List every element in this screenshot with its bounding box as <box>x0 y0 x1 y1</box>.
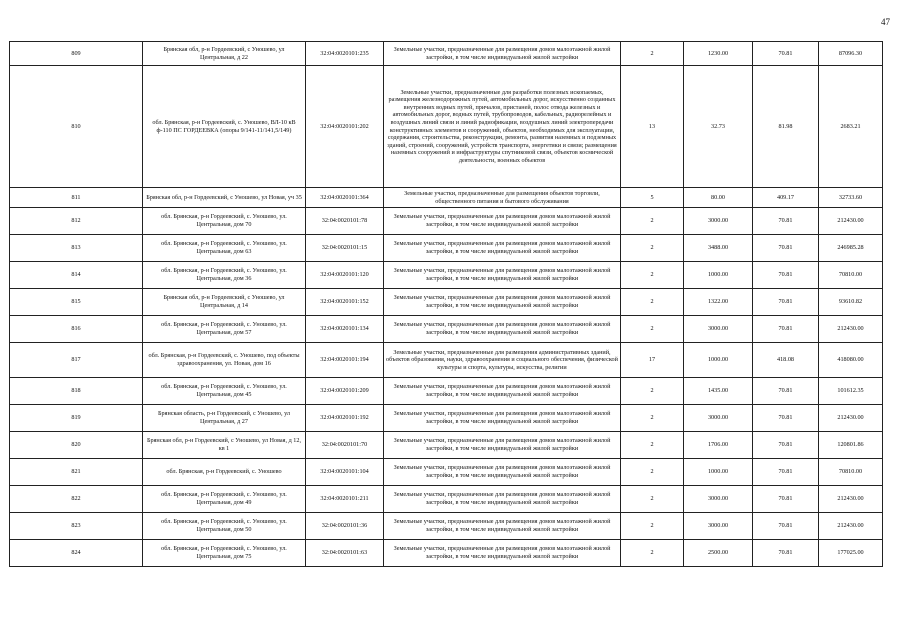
row-number-cell: 819 <box>10 405 143 432</box>
specific-value-cell: 81.98 <box>753 66 819 188</box>
table-row <box>10 42 883 66</box>
area-cell: 2500.00 <box>684 540 753 567</box>
specific-value-cell: 70.81 <box>753 289 819 316</box>
specific-value-cell: 70.81 <box>753 486 819 513</box>
cadastral-number-cell: 32:04:0020101:192 <box>306 405 384 432</box>
row-number-cell: 821 <box>10 459 143 486</box>
land-use-purpose-cell: Земельные участки, предназначенные для размещения домов малоэтажной жилой застройки, в том числе индивидуальной жилой застройки <box>384 486 621 513</box>
table-row <box>10 316 883 343</box>
table-row <box>10 188 883 208</box>
row-number-cell: 812 <box>10 208 143 235</box>
area-cell: 1000.00 <box>684 459 753 486</box>
page-number: 47 <box>881 17 890 27</box>
group-number-cell: 2 <box>621 540 684 567</box>
cadastral-number-cell: 32:04:0020101:63 <box>306 540 384 567</box>
specific-value-cell: 70.81 <box>753 262 819 289</box>
table-row <box>10 513 883 540</box>
cadastral-number-cell: 32:04:0020101:194 <box>306 343 384 378</box>
land-use-purpose-cell: Земельные участки, предназначенные для размещения домов малоэтажной жилой застройки, в том числе индивидуальной жилой застройки <box>384 289 621 316</box>
group-number-cell: 2 <box>621 378 684 405</box>
table-row <box>10 343 883 378</box>
address-cell: обл. Брянская, р-н Гордеевский, с. Уношево <box>143 459 306 486</box>
group-number-cell: 2 <box>621 432 684 459</box>
cadastral-value-cell: 2683.21 <box>819 66 883 188</box>
cadastral-value-cell: 93610.82 <box>819 289 883 316</box>
land-use-purpose-cell: Земельные участки, предназначенные для размещения домов малоэтажной жилой застройки, в том числе индивидуальной жилой застройки <box>384 378 621 405</box>
address-cell: Брянская обл, р-н Гордеевский, с Уношево, ул Центральная, д 14 <box>143 289 306 316</box>
row-number-cell: 818 <box>10 378 143 405</box>
address-cell: обл. Брянская, р-н Гордеевский, с. Уношево, ул. Центральная, дом 63 <box>143 235 306 262</box>
table-row <box>10 289 883 316</box>
area-cell: 1435.00 <box>684 378 753 405</box>
specific-value-cell: 70.81 <box>753 316 819 343</box>
cadastral-number-cell: 32:04:0020101:211 <box>306 486 384 513</box>
area-cell: 3488.00 <box>684 235 753 262</box>
address-cell: обл. Брянская, р-н Гордеевский, с. Уношево, ул. Центральная, дом 49 <box>143 486 306 513</box>
land-use-purpose-cell: Земельные участки, предназначенные для размещения домов малоэтажной жилой застройки, в том числе индивидуальной жилой застройки <box>384 262 621 289</box>
cadastral-value-cell: 87096.30 <box>819 42 883 66</box>
address-cell: обл. Брянская, р-н Гордеевский, с. Уношево, ВЛ-10 кВ ф-110 ПС ГОРДЕЕВКА (опоры 9/141-11/141,5/149) <box>143 66 306 188</box>
group-number-cell: 2 <box>621 316 684 343</box>
specific-value-cell: 70.81 <box>753 513 819 540</box>
table-row <box>10 66 883 188</box>
address-cell: Брянская обл, р-н Гордеевский, с Уношево, ул Центральная, д 22 <box>143 42 306 66</box>
area-cell: 1000.00 <box>684 343 753 378</box>
row-number-cell: 815 <box>10 289 143 316</box>
table-row <box>10 405 883 432</box>
specific-value-cell: 70.81 <box>753 459 819 486</box>
row-number-cell: 811 <box>10 188 143 208</box>
land-use-purpose-cell: Земельные участки, предназначенные для размещения домов малоэтажной жилой застройки, в том числе индивидуальной жилой застройки <box>384 405 621 432</box>
row-number-cell: 817 <box>10 343 143 378</box>
cadastral-number-cell: 32:04:0020101:120 <box>306 262 384 289</box>
address-cell: Брянская обл, р-н Гордеевский, с Уношево, ул Новая, уч 35 <box>143 188 306 208</box>
specific-value-cell: 70.81 <box>753 540 819 567</box>
address-cell: обл. Брянская, р-н Гордеевский, с. Уношево, ул. Центральная, дом 45 <box>143 378 306 405</box>
cadastral-value-cell: 70810.00 <box>819 459 883 486</box>
area-cell: 3000.00 <box>684 405 753 432</box>
cadastral-value-cell: 212430.00 <box>819 513 883 540</box>
area-cell: 80.00 <box>684 188 753 208</box>
group-number-cell: 2 <box>621 235 684 262</box>
cadastral-number-cell: 32:04:0020101:202 <box>306 66 384 188</box>
group-number-cell: 13 <box>621 66 684 188</box>
row-number-cell: 822 <box>10 486 143 513</box>
group-number-cell: 2 <box>621 459 684 486</box>
cadastral-value-cell: 212430.00 <box>819 405 883 432</box>
land-use-purpose-cell: Земельные участки, предназначенные для размещения домов малоэтажной жилой застройки, в том числе индивидуальной жилой застройки <box>384 316 621 343</box>
row-number-cell: 820 <box>10 432 143 459</box>
cadastral-value-cell: 246985.28 <box>819 235 883 262</box>
specific-value-cell: 70.81 <box>753 432 819 459</box>
address-cell: обл. Брянская, р-н Гордеевский, с. Уношево, ул. Центральная, дом 75 <box>143 540 306 567</box>
cadastral-value-table <box>9 41 883 567</box>
row-number-cell: 814 <box>10 262 143 289</box>
cadastral-value-cell: 212430.00 <box>819 316 883 343</box>
group-number-cell: 17 <box>621 343 684 378</box>
row-number-cell: 823 <box>10 513 143 540</box>
cadastral-number-cell: 32:04:0020101:364 <box>306 188 384 208</box>
land-use-purpose-cell: Земельные участки, предназначенные для размещения объектов торговли, общественного питания и бытового обслуживания <box>384 188 621 208</box>
land-use-purpose-cell: Земельные участки, предназначенные для размещения домов малоэтажной жилой застройки, в том числе индивидуальной жилой застройки <box>384 235 621 262</box>
cadastral-value-cell: 70810.00 <box>819 262 883 289</box>
address-cell: обл. Брянская, р-н Гордеевский, с. Уношево, ул. Центральная, дом 70 <box>143 208 306 235</box>
table-row <box>10 208 883 235</box>
group-number-cell: 2 <box>621 289 684 316</box>
row-number-cell: 810 <box>10 66 143 188</box>
address-cell: обл. Брянская, р-н Гордеевский, с. Уношево, ул. Центральная, дом 36 <box>143 262 306 289</box>
table-row <box>10 540 883 567</box>
cadastral-number-cell: 32:04:0020101:78 <box>306 208 384 235</box>
group-number-cell: 2 <box>621 262 684 289</box>
cadastral-number-cell: 32:04:0020101:15 <box>306 235 384 262</box>
area-cell: 1230.00 <box>684 42 753 66</box>
cadastral-number-cell: 32:04:0020101:152 <box>306 289 384 316</box>
area-cell: 3000.00 <box>684 316 753 343</box>
table-row <box>10 235 883 262</box>
table-row <box>10 459 883 486</box>
cadastral-value-cell: 101612.35 <box>819 378 883 405</box>
specific-value-cell: 70.81 <box>753 235 819 262</box>
group-number-cell: 2 <box>621 208 684 235</box>
cadastral-number-cell: 32:04:0020101:70 <box>306 432 384 459</box>
specific-value-cell: 418.08 <box>753 343 819 378</box>
area-cell: 1322.00 <box>684 289 753 316</box>
cadastral-value-cell: 177025.00 <box>819 540 883 567</box>
land-use-purpose-cell: Земельные участки, предназначенные для размещения домов малоэтажной жилой застройки, в том числе индивидуальной жилой застройки <box>384 432 621 459</box>
specific-value-cell: 70.81 <box>753 42 819 66</box>
row-number-cell: 809 <box>10 42 143 66</box>
table-body <box>10 42 883 567</box>
cadastral-value-cell: 418080.00 <box>819 343 883 378</box>
specific-value-cell: 70.81 <box>753 378 819 405</box>
table-row <box>10 486 883 513</box>
address-cell: Брянская обл, р-н Гордеевский, с Уношево, ул Новая, д 12, кв 1 <box>143 432 306 459</box>
specific-value-cell: 70.81 <box>753 405 819 432</box>
address-cell: обл. Брянская, р-н Гордеевский, с. Уношево, ул. Центральная, дом 50 <box>143 513 306 540</box>
cadastral-value-cell: 212430.00 <box>819 208 883 235</box>
land-use-purpose-cell: Земельные участки, предназначенные для размещения административных зданий, объектов образования, науки, здравоохранения и социального обеспечения, физической культуры и спорта, культуры, искусства, религии <box>384 343 621 378</box>
area-cell: 32.73 <box>684 66 753 188</box>
area-cell: 3000.00 <box>684 486 753 513</box>
row-number-cell: 816 <box>10 316 143 343</box>
land-use-purpose-cell: Земельные участки, предназначенные для разработки полезных ископаемых, размещения железнодорожных путей, автомобильных дорог, искусственно созданных внутренних водных путей, причалов, пристаней, полос отвода железных и автомобильных дорог, водных путей, трубопроводов, кабельных, радиорелейных и воздушных линий связи и линий радиофикации, воздушных линий электропередачи конструктивных элементов и сооружений, объектов, необходимых для эксплуатации, содержания, строительства, реконструкции, ремонта, развития наземных и подземных зданий, строений, сооружений, устройств транспорта, энергетики и связи; размещения наземных сооружений и инфраструктуры спутниковой связи, объектов космической деятельности, военных объектов <box>384 66 621 188</box>
land-use-purpose-cell: Земельные участки, предназначенные для размещения домов малоэтажной жилой застройки, в том числе индивидуальной жилой застройки <box>384 208 621 235</box>
group-number-cell: 2 <box>621 486 684 513</box>
group-number-cell: 2 <box>621 513 684 540</box>
cadastral-number-cell: 32:04:0020101:36 <box>306 513 384 540</box>
land-use-purpose-cell: Земельные участки, предназначенные для размещения домов малоэтажной жилой застройки, в том числе индивидуальной жилой застройки <box>384 42 621 66</box>
row-number-cell: 824 <box>10 540 143 567</box>
land-use-purpose-cell: Земельные участки, предназначенные для размещения домов малоэтажной жилой застройки, в том числе индивидуальной жилой застройки <box>384 540 621 567</box>
address-cell: Брянская область, р-н Гордеевский, с Уношево, ул Центральная, д 27 <box>143 405 306 432</box>
land-use-purpose-cell: Земельные участки, предназначенные для размещения домов малоэтажной жилой застройки, в том числе индивидуальной жилой застройки <box>384 513 621 540</box>
specific-value-cell: 70.81 <box>753 208 819 235</box>
cadastral-number-cell: 32:04:0020101:235 <box>306 42 384 66</box>
area-cell: 1000.00 <box>684 262 753 289</box>
table-row <box>10 432 883 459</box>
cadastral-value-cell: 212430.00 <box>819 486 883 513</box>
table-row <box>10 378 883 405</box>
group-number-cell: 2 <box>621 405 684 432</box>
address-cell: обл. Брянская, р-н Гордеевский, с. Уношево, ул. Центральная, дом 57 <box>143 316 306 343</box>
cadastral-value-cell: 32733.60 <box>819 188 883 208</box>
table-row <box>10 262 883 289</box>
address-cell: обл. Брянская, р-н Гордеевский, с. Уношево, под объекты здравоохранения, ул. Новая, дом 16 <box>143 343 306 378</box>
area-cell: 3000.00 <box>684 513 753 540</box>
cadastral-number-cell: 32:04:0020101:209 <box>306 378 384 405</box>
cadastral-value-cell: 120801.86 <box>819 432 883 459</box>
cadastral-number-cell: 32:04:0020101:104 <box>306 459 384 486</box>
row-number-cell: 813 <box>10 235 143 262</box>
area-cell: 3000.00 <box>684 208 753 235</box>
cadastral-number-cell: 32:04:0020101:134 <box>306 316 384 343</box>
land-use-purpose-cell: Земельные участки, предназначенные для размещения домов малоэтажной жилой застройки, в том числе индивидуальной жилой застройки <box>384 459 621 486</box>
group-number-cell: 5 <box>621 188 684 208</box>
group-number-cell: 2 <box>621 42 684 66</box>
specific-value-cell: 409.17 <box>753 188 819 208</box>
area-cell: 1706.00 <box>684 432 753 459</box>
